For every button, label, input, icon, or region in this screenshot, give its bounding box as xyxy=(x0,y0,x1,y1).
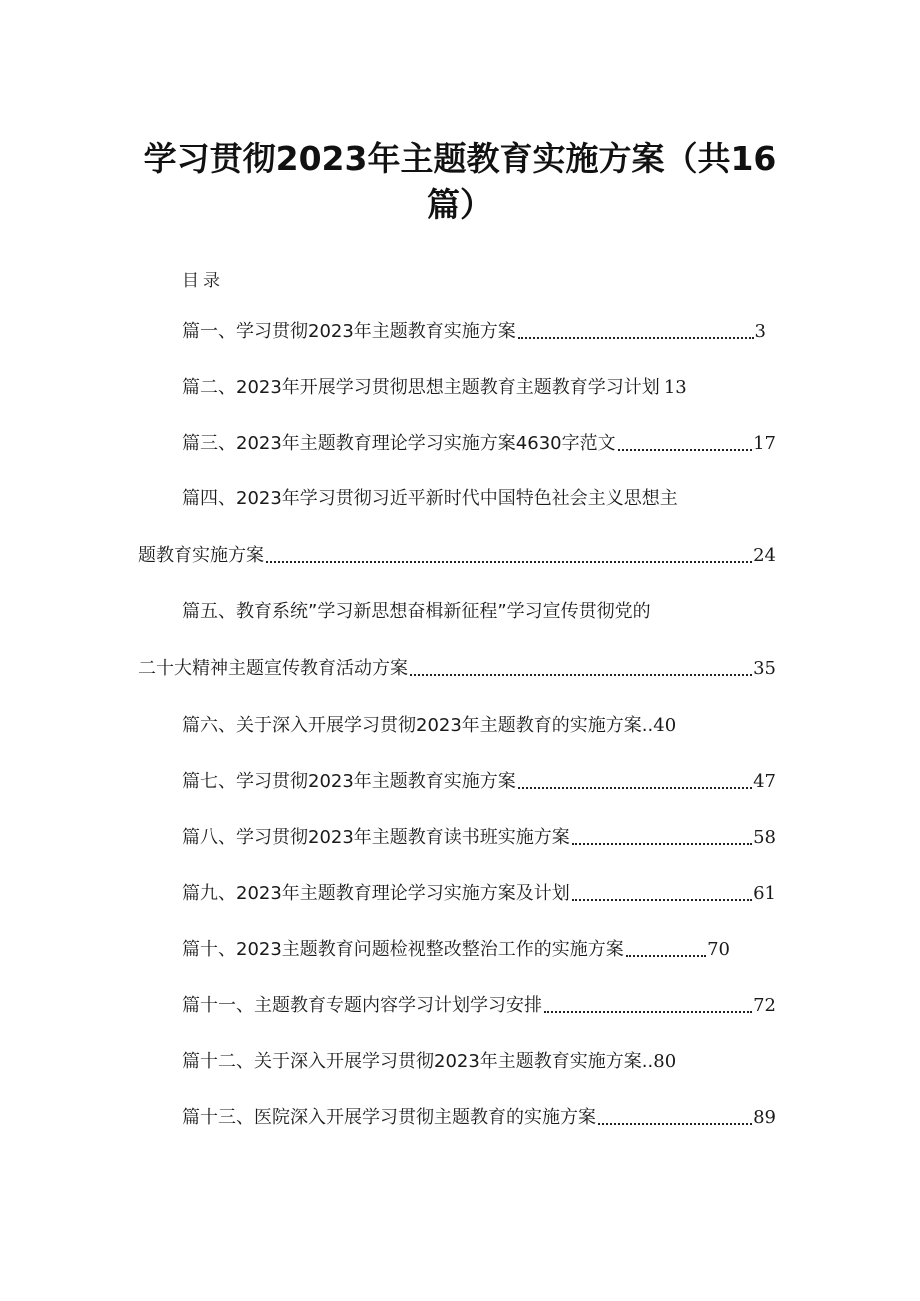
toc-page-number: 24 xyxy=(753,545,776,566)
toc-page-number: 17 xyxy=(753,433,776,454)
toc-leader-dots xyxy=(518,333,754,339)
toc-entry-label: 篇七、学习贯彻2023年主题教育实施方案 xyxy=(182,771,516,792)
toc-page-number: 58 xyxy=(753,827,776,848)
toc-page-number: 70 xyxy=(707,939,730,960)
toc-entry-13[interactable] xyxy=(182,1100,776,1130)
toc-entry-5-line-1[interactable]: 篇五、教育系统”学习新思想奋楫新征程”学习宣传贯彻党的 xyxy=(182,601,651,622)
toc-entry-5[interactable] xyxy=(138,651,776,681)
toc-leader-dots xyxy=(626,951,706,957)
toc-entry-1[interactable] xyxy=(182,314,766,344)
toc-entry-label: 篇九、2023年主题教育理论学习实施方案及计划 xyxy=(182,883,570,904)
toc-entry-12[interactable] xyxy=(182,1044,742,1074)
toc-leader-dots xyxy=(518,783,752,789)
toc-page-number: 47 xyxy=(753,771,776,792)
toc-leader-dots xyxy=(410,670,752,676)
toc-entry-label: 篇一、学习贯彻2023年主题教育实施方案 xyxy=(182,321,516,342)
toc-entry-9[interactable] xyxy=(182,876,776,906)
toc-page-number: 13 xyxy=(663,377,687,398)
toc-entry-label: 篇三、2023年主题教育理论学习实施方案4630字范文 xyxy=(182,433,616,454)
toc-entry-label: 篇八、学习贯彻2023年主题教育读书班实施方案 xyxy=(182,827,570,848)
toc-entry-label: 题教育实施方案 xyxy=(138,545,264,566)
toc-leader-dots xyxy=(266,557,752,563)
document-title-line-2: 篇） xyxy=(427,185,493,224)
toc-entry-label: 篇十三、医院深入开展学习贯彻主题教育的实施方案 xyxy=(182,1107,596,1128)
toc-entry-3[interactable] xyxy=(182,426,776,456)
document-title-line-1: 学习贯彻2023年主题教育实施方案（共16 xyxy=(143,139,777,178)
toc-page-number: 40 xyxy=(653,715,677,736)
toc-leader-dots xyxy=(572,839,752,845)
toc-entry-7[interactable] xyxy=(182,764,776,794)
toc-entry-label: 篇十二、关于深入开展学习贯彻2023年主题教育实施方案.. xyxy=(182,1051,654,1072)
toc-entry-6[interactable] xyxy=(182,708,742,738)
toc-leader-dots xyxy=(598,1119,752,1125)
toc-leader-dots xyxy=(572,895,752,901)
toc-page-number: 35 xyxy=(753,658,776,679)
toc-leader-dots xyxy=(618,445,752,451)
toc-entry-label: 二十大精神主题宣传教育活动方案 xyxy=(138,658,408,679)
toc-entry-4-line-1[interactable]: 篇四、2023年学习贯彻习近平新时代中国特色社会主义思想主 xyxy=(182,488,678,509)
toc-entry-8[interactable] xyxy=(182,820,776,850)
toc-entry-2[interactable] xyxy=(182,370,742,400)
toc-page-number: 3 xyxy=(754,321,766,342)
toc-entry-10[interactable] xyxy=(182,932,730,962)
toc-page-number: 80 xyxy=(653,1051,677,1072)
toc-leader-dots xyxy=(544,1007,752,1013)
toc-page-number: 61 xyxy=(753,883,776,904)
toc-page-number: 72 xyxy=(753,995,776,1016)
toc-entry-4[interactable] xyxy=(138,538,776,568)
toc-entry-label: 篇十一、主题教育专题内容学习计划学习安排 xyxy=(182,995,542,1016)
toc-entry-label: 篇二、2023年开展学习贯彻思想主题教育主题教育学习计划 xyxy=(182,377,660,398)
toc-entry-label: 篇六、关于深入开展学习贯彻2023年主题教育的实施方案.. xyxy=(182,715,654,736)
toc-page-number: 89 xyxy=(753,1107,776,1128)
toc-entry-label: 篇十、2023主题教育问题检视整改整治工作的实施方案 xyxy=(182,939,624,960)
toc-heading: 目录 xyxy=(182,271,224,291)
toc-entry-11[interactable] xyxy=(182,988,776,1018)
